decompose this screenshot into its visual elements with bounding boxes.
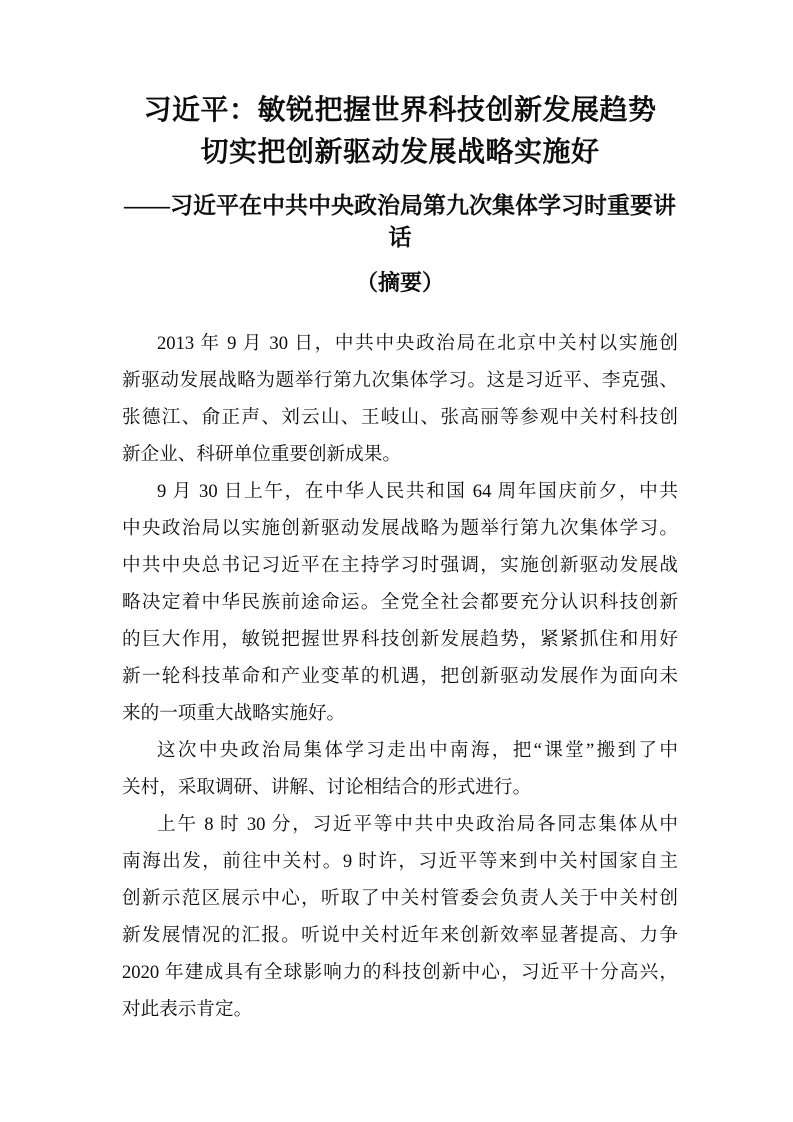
text-line: 9 月 30 日上午，在中华人民共和国 64 周年国庆前夕，中共 <box>157 481 678 502</box>
paragraph <box>122 473 678 732</box>
title-line-1: 习近平：敏锐把握世界科技创新发展趋势 <box>143 94 657 125</box>
paragraph <box>122 325 678 473</box>
paragraph <box>122 732 678 806</box>
document-body <box>122 325 678 1028</box>
text-line: 略决定着中华民族前途命运。全党全社会都要充分认识科技创新 <box>122 592 678 613</box>
document-title <box>122 89 678 173</box>
document-subtitle-note: （摘要） <box>355 270 444 295</box>
text-line: 上午 8 时 30 分，习近平等中共中央政治局各同志集体从中 <box>157 814 678 835</box>
text-line: 中央政治局以实施创新驱动发展战略为题举行第九次集体学习。 <box>122 518 678 539</box>
title-line-2: 切实把创新驱动发展战略实施好 <box>200 136 600 167</box>
text-line: 创新示范区展示中心，听取了中关村管委会负责人关于中关村创 <box>122 888 678 909</box>
text-line: 南海出发，前往中关村。9 时许，习近平等来到中关村国家自主 <box>122 851 678 872</box>
paragraph <box>122 806 678 1028</box>
text-line: 来的一项重大战略实施好。 <box>122 703 346 724</box>
text-line: 新企业、科研单位重要创新成果。 <box>122 444 401 465</box>
text-line: 新驱动发展战略为题举行第九次集体学习。这是习近平、李克强、 <box>122 370 678 391</box>
text-line: 对此表示肯定。 <box>122 999 253 1020</box>
text-line: 关村，采取调研、讲解、讨论相结合的形式进行。 <box>122 777 532 798</box>
text-line: 的巨大作用，敏锐把握世界科技创新发展趋势，紧紧抓住和用好 <box>122 629 678 650</box>
text-line: 2013 年 9 月 30 日，中共中央政治局在北京中关村以实施创 <box>157 333 678 354</box>
text-line: 这次中央政治局集体学习走出中南海，把“课堂”搬到了中 <box>157 740 678 761</box>
text-line: 张德江、俞正声、刘云山、王岐山、张高丽等参观中关村科技创 <box>122 407 678 428</box>
text-line: 新一轮科技革命和产业变革的机遇，把创新驱动发展作为面向未 <box>122 666 678 687</box>
text-line: 2020 年建成具有全球影响力的科技创新中心，习近平十分高兴， <box>122 962 678 983</box>
text-line: 中共中央总书记习近平在主持学习时强调，实施创新驱动发展战 <box>122 555 678 576</box>
document-subtitle: ——习近平在中共中央政治局第九次集体学习时重要讲话 <box>124 193 676 250</box>
text-line: 新发展情况的汇报。听说中关村近年来创新效率显著提高、力争 <box>122 925 678 946</box>
